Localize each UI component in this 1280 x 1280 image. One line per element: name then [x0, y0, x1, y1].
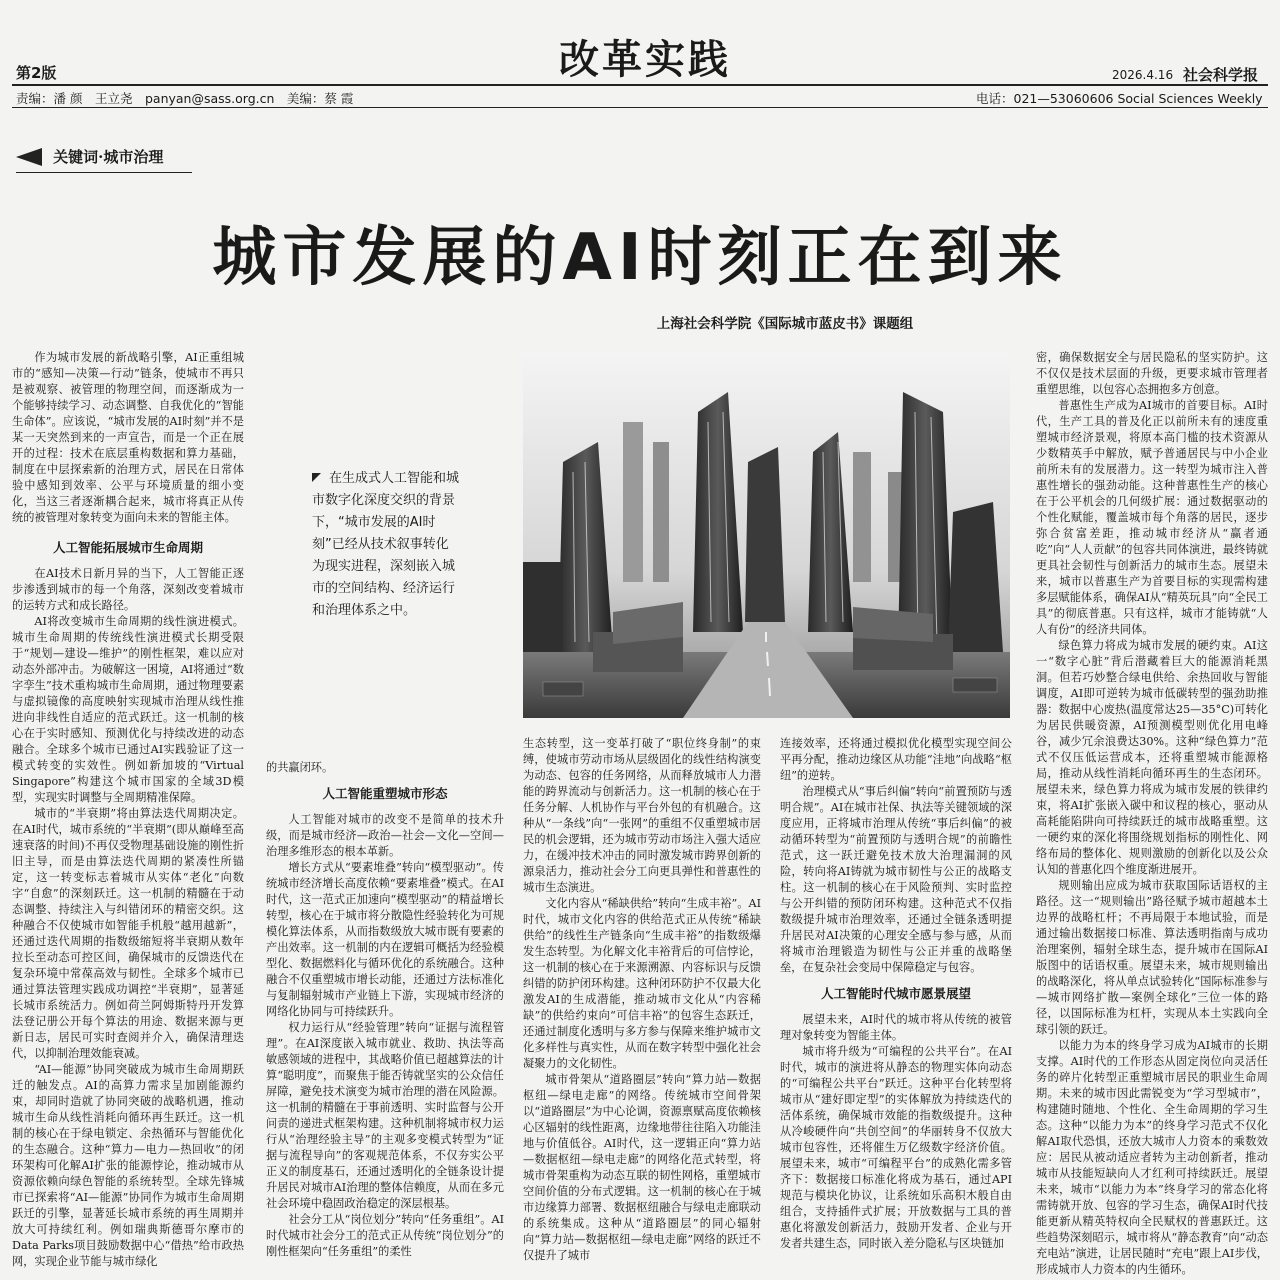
masthead-rule-top — [12, 84, 1268, 86]
page-number: 第2版 — [16, 64, 57, 82]
paragraph: 规则输出应成为城市获取国际话语权的主路径。这一“规则输出”路径赋予城市超越本土边界的战略杠杆；不再局限于本地试验，而是通过输出数据接口标准、算法透明指南与成功治理案例，辐射全球生态，提升城市在国际AI版图中的话语权重。展望未来，城市规则输出的战略深化，将从单点试验转化“国际标准参与—城市网络扩散—案例全球化”三位一体的路径，以国际标准为杠杆，实现从本土实践向全球引领的跃迁。 — [1036, 879, 1268, 1036]
pull-quote-text: 在生成式人工智能和城市数字化深度交织的背景下，“城市发展的AI时刻”已经从技术叙事转化为现实进程，深刻嵌入城市的空间结构、经济运行和治理体系之中。 — [312, 471, 460, 618]
subheading-3: 人工智能时代城市愿景展望 — [820, 986, 971, 1001]
quote-triangle-icon — [312, 473, 321, 482]
phone-number: 电话：021—53060606 — [976, 91, 1114, 106]
masthead-rule-bottom — [12, 107, 1268, 108]
paragraph: 普惠性生产成为AI城市的首要目标。AI时代，生产工具的普及化正以前所未有的速度重塑城市经济景观，将原本高门槛的技术资源从少数精英手中解放，赋予普通居民与中小企业前所未有的发展潜力。这一转型为城市注入普惠性增长的强劲动能。这种普惠性生产的核心在于公平机会的几何级扩展：通过数据驱动的个性化赋能，覆盖城市每个角落的居民，逐步弥合贫富差距，推动城市经济从“赢者通吃”向“人人贡献”的包容共同体演进，最终铸就更具社会韧性与创新活力的城市生态。展望未来，城市以普惠生产为首要目标的实现需构建多层赋能体系，确保AI从“精英玩具”向“全民工具”的彻底普惠。只有这样，城市才能铸就“人人有份”的经济共同体。 — [1036, 399, 1268, 636]
subheading-1: 人工智能拓展城市生命周期 — [52, 540, 203, 555]
paper-name: 社会科学报 — [1183, 66, 1259, 84]
column-1 — [12, 350, 244, 1280]
paragraph: 密，确保数据安全与居民隐私的坚实防护。这不仅仅是技术层面的升级，更要求城市管理者重塑思维，以包容心态拥抱多方创意。 — [1036, 351, 1268, 396]
issue-date: 2026.4.16 — [1112, 68, 1174, 82]
paragraph: “AI—能源”协同突破成为城市生命周期跃迁的触发点。AI的高算力需求呈加剧能源约束，却同时造就了协同突破的战略机遇，推动城市生命从线性消耗向循环再生跃迁。这一机制的核心在于绿电锁定、余热循环与智能优化的生态融合。这种“算力—电力—热回收”的闭环架构可化解AI扩张的能源悖论，推动城市从资源依赖向绿色智能的系统转型。全球先锋城市已探索将“AI—能源”协同作为城市生命周期跃迁的引擎，显著延长城市系统的再生周期并放大可持续红利。例如瑞典斯德哥尔摩市的Data Parks项目鼓励数据中心“借热”给市政热网，实现企业节能与城市绿化 — [12, 1063, 244, 1268]
paragraph: 绿色算力将成为城市发展的硬约束。AI这一“数字心脏”背后潜藏着巨大的能源消耗黑洞。但若巧妙整合绿电供给、余热回收与智能调度，AI即可逆转为城市低碳转型的强劲助推器：数据中心废热(温度常达25—35°C)可转化为居民供暖资源，AI预测模型则优化用电峰谷，减少冗余浪费达30%。这种“绿色算力”范式不仅压低运营成本，还将重塑城市能源格局，推动从线性消耗向循环再生的生态闭环。展望未来，绿色算力将成为城市发展的铁律约束，将AI扩张嵌入碳中和议程的核心，驱动从高耗能陷阱向可持续跃迁的城市战略重塑。这一硬约束的深化将围绕规划指标的刚性化、网络布局的整体化、规则激励的创新化以及公众认知的普惠化四个维度渐进展开。 — [1036, 639, 1268, 876]
paragraph: 连接效率，还将通过模拟优化模型实现空间公平再分配，推动边缘区从功能“洼地”向战略“枢纽”的逆转。 — [780, 737, 1012, 782]
column-4 — [780, 736, 1012, 1280]
paragraph: 社会分工从“岗位划分”转向“任务重组”。AI时代城市社会分工的范式正从传统“岗位划分”的刚性框架向“任务重组”的柔性 — [266, 1213, 504, 1258]
paragraph: 以能力为本的终身学习成为AI城市的长期支撑。AI时代的工作形态从固定岗位向灵活任务的碎片化转型正重塑城市居民的职业生命周期。未来的城市因此需锐变为“学习型城市”，构建随时随地、个性化、全生命周期的学习生态。这种“以能力为本”的终身学习范式不仅化解AI取代恐惧，还放大城市人力资本的乘数效应：居民从被动适应者转为主动创新者，推动城市从技能短缺向人才红利可持续跃迁。展望未来，城市“以能力为本”终身学习的常态化将需铸就开放、包容的学习生态，确保AI时代技能更新从精英特权向全民赋权的普惠跃迁。这些趋势深刻昭示，城市将从“静态教育”向“动态充电站”演进，让居民随时“充电”跟上AI步伐，形成城市人力资本的内生循环。 — [1036, 1039, 1268, 1276]
paragraph: 的共赢闭环。 — [266, 761, 334, 774]
kicker-arrow-icon — [16, 148, 42, 166]
paragraph: 生态转型，这一变革打破了“职位终身制”的束缚，使城市劳动市场从层级固化的线性结构演变为动态、包容的任务网络，从而释放城市人力潜能的跨界流动与创新活力。这一机制的核心在于任务分解、人机协作与平台外包的有机融合。这种从“一条线”向“一张网”的重组不仅重塑城市居民的机会逻辑，还为城市劳动市场注入强大适应力，在缓冲技术冲击的同时激发城市跨界创新的源泉活力，推动社会分工向更具弹性和普惠性的城市生态演进。 — [523, 737, 761, 894]
phone-line — [976, 89, 1263, 107]
kicker-label: 关键词·城市治理 — [53, 148, 164, 166]
editors-line: 责编：潘 颜 王立尧 panyan@sass.org.cn 美编：蔡 霞 — [16, 91, 354, 106]
column-2 — [266, 760, 504, 1280]
column-5 — [1036, 350, 1268, 1280]
city-illustration — [523, 352, 1010, 718]
paragraph: 在AI技术日新月异的当下，人工智能正逐步渗透到城市的每一个角落，深刻改变着城市的运转方式和成长路径。 — [12, 567, 244, 612]
pull-quote — [312, 468, 460, 622]
intro-paragraph: 作为城市发展的新战略引擎，AI正重组城市的“感知—决策—行动”链条，使城市不再只是被观察、被管理的物理空间，而逐渐成为一个能够持续学习、动态调整、自我优化的“智能生命体”。应该说，“城市发展的AI时刻”并不是某一天突然到来的一声宣告，而是一个正在展开的过程：技术在底层重构数据和算力基础，制度在中层探索新的治理方式，居民在日常体验中感知到效率、公平与环境质量的细小变化，当这三者逐渐耦合起来，城市将真正从传统的被管理对象转变为面向未来的智能主体。 — [12, 351, 244, 524]
section-title: 改革实践 — [559, 36, 731, 83]
city-illustration-graphic — [523, 352, 1010, 718]
paragraph: 城市的“半衰期”将由算法迭代周期决定。在AI时代，城市系统的“半衰期”(即从巅峰至高速衰落的时间)不再仅受物理基础设施的刚性折旧主导，而是由算法迭代周期的紧凑性所锚定，这一转变标志着城市从实体“老化”向数字“自愈”的深刻跃迁。这一机制的精髓在于动态调整、持续注入与纠错闭环的精密交织。这种融合不仅使城市如智能手机般“越用越新”，还通过迭代周期的指数级缩短将半衰期从数年拉长至动态可控区间，确保城市的反馈迭代在复杂环境中常葆高效与韧性。全球多个城市已通过算法管理实践成功调控“半衰期”，显著延长城市系统活力。例如荷兰阿姆斯特丹开发算法登记册公开每个算法的用途、数据来源与更新日志，居民可实时查阅并介入，确保清理迭代，以抑制治理效能衰减。 — [12, 807, 244, 1060]
paragraph: 文化内容从“稀缺供给”转向“生成丰裕”。AI时代，城市文化内容的供给范式正从传统“稀缺供给”的线性生产链条向“生成丰裕”的指数级爆发生态转型。为化解文化丰裕背后的可信悖论，这一机制的核心在于来源溯源、内容标识与反馈纠错的防护闭环构建。这种闭环防护不仅最大化激发AI的生成潜能，推动城市文化从“内容稀缺”的供给约束向“可信丰裕”的包容生态跃迁，还通过制度化透明与多方参与保障来维护城市文化多样性与真实性，从而在数字转型中强化社会凝聚力的文化韧性。 — [523, 897, 761, 1070]
kicker — [16, 146, 163, 167]
paper-english-name: Social Sciences Weekly — [1117, 91, 1263, 106]
paragraph: 城市骨架从“道路圈层”转向“算力站—数据枢纽—绿电走廊”的网络。传统城市空间骨架以“道路圈层”为中心论调，资源禀赋高度依赖核心区辐射的线性距离，边缘地带往往陷入功能洼地与价值低谷。AI时代，这一逻辑正向“算力站—数据枢纽—绿电走廊”的网络化范式转型，将城市骨架重构为动态互联的韧性网格，重塑城市空间价值的分布式逻辑。这一机制的核心在于城市边缘算力部署、数据枢纽融合与绿电走廊联动的系统集成。这种从“道路圈层”的同心辐射向“算力站—数据枢纽—绿电走廊”网络的跃迁不仅提升了城市 — [523, 1073, 761, 1262]
paragraph: 人工智能对城市的改变不是简单的技术升级，而是城市经济—政治—社会—文化—空间—治理多维形态的根本革新。 — [266, 813, 504, 858]
paragraph: 增长方式从“要素堆叠”转向“模型驱动”。传统城市经济增长高度依赖“要素堆叠”模式。在AI时代，这一范式正加速向“模型驱动”的精益增长转型，核心在于城市将分散隐性经验转化为可规模化算法体系，从而指数级放大城市既有要素的产出效率。这一机制的内在逻辑可概括为经验模型化、数据燃料化与循环优化的系统融合。这种融合不仅重塑城市增长动能，还通过方法标准化与复制辐射城市产业链上下游，实现城市经济的网络化协同与可持续跃升。 — [266, 861, 504, 1018]
byline: 上海社会科学院《国际城市蓝皮书》课题组 — [656, 316, 914, 332]
kicker-underline — [16, 172, 192, 173]
paragraph: 城市将升级为“可编程的公共平台”。在AI时代，城市的演进将从静态的物理实体向动态的“可编程公共平台”跃迁。这种平台化转型将城市从“建好即定型”的实体解放为持续迭代的活体系统，确保城市效能的指数级提升。这种从冷峻硬件向“共创空间”的华丽转身不仅放大城市包容性，还将催生万亿级数字经济价值。展望未来，城市“可编程平台”的成熟化需多管齐下：数据接口标准化将成为基石，通过API规范与模块化协议，让系统如乐高积木般自由组合，支持插件式扩展；开放数据与工具的普惠化将激发创新活力，鼓励开发者、企业与开发者共建生态，同时嵌入差分隐私与区块链加 — [780, 1045, 1012, 1250]
subheading-2: 人工智能重塑城市形态 — [322, 786, 448, 801]
column-3 — [523, 736, 761, 1280]
paragraph: 展望未来，AI时代的城市将从传统的被管理对象转变为智能主体。 — [780, 1013, 1012, 1042]
paragraph: 治理模式从“事后纠偏”转向“前置预防与透明合规”。AI在城市社保、执法等关键领域的深度应用，正将城市治理从传统“事后纠偏”的被动循环转型为“前置预防与透明合规”的前瞻性范式，这一跃迁避免技术放大治理漏洞的风险，转向将AI铸就为城市韧性与公正的战略支柱。这一机制的核心在于风险预判、实时监控与公开纠错的预防闭环构建。这种范式不仅指数级提升城市治理效率，还通过全链条透明提升居民对AI决策的心理安全感与参与感，从而将城市治理锻造为韧性与公正并重的战略堡垒，在复杂社会变局中保障稳定与包容。 — [780, 785, 1012, 974]
paragraph: 权力运行从“经验管理”转向“证据与流程管理”。在AI深度嵌入城市就业、救助、执法等高敏感领域的进程中，其战略价值已超越算法的计算“聪明度”，而聚焦于能否铸就坚实的公众信任屏障，避免技术演变为城市治理的潜在风险源。这一机制的精髓在于事前透明、实时监督与公开问责的递进式框架构建。这种机制将城市权力运行从“治理经验主导”的主观多变模式转型为“证据与流程导向”的客观规范体系，不仅夯实公平正义的制度基石，还通过透明化的全链条设计提升居民对城市AI治理的整体信赖度，从而在多元社会环境中稳固政治稳定的深层根基。 — [266, 1021, 504, 1210]
paragraph: AI将改变城市生命周期的线性演进模式。城市生命周期的传统线性演进模式长期受限于“规划—建设—维护”的刚性框架，难以应对动态外部冲击。为破解这一困境，AI将通过“数字孪生”技术重构城市生命周期，通过物理要素与虚拟镜像的高度映射实现城市治理从线性推进向非线性自适应的范式跃迁。这一机制的核心在于实时感知、预测优化与持续改进的动态融合。全球多个城市已通过AI实践验证了这一模式转变的实效性。例如新加坡的“Virtual Singapore”构建这个城市国家的全域3D模型，实现实时调整与全周期精准保障。 — [12, 615, 244, 804]
headline: 城市发展的AI时刻正在到来 — [212, 221, 1068, 295]
